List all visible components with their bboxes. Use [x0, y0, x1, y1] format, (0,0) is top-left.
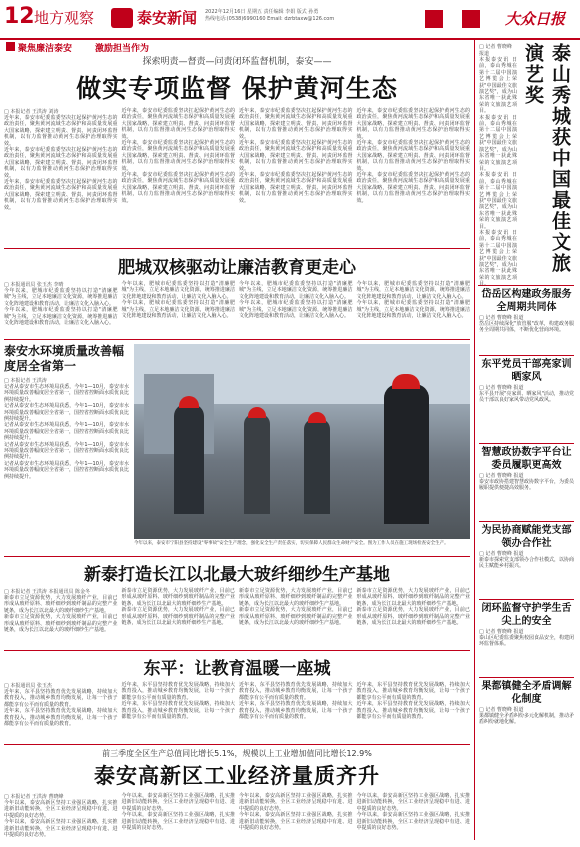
coop-headline: 为民协商赋能党支部领办合作社	[481, 525, 572, 549]
hardhat-icon	[308, 412, 326, 423]
vertical-headline: 泰山秀城获中国最佳文旅演艺奖	[522, 43, 571, 274]
banner-square-icon	[6, 42, 15, 51]
photo-person	[384, 384, 429, 524]
photo-person	[244, 414, 270, 514]
qr-code-icon	[462, 10, 480, 28]
brand-logo: 大众日报	[505, 10, 566, 28]
xintai-headline: 新泰打造长江以北最大玻纤细纱生产基地	[84, 565, 390, 585]
divider	[4, 339, 470, 340]
divider	[479, 355, 574, 356]
divider	[4, 650, 470, 651]
dongping-body: □ 本报通讯员 张玉杰 近年来，东平县坚持教育优先发展战略，持续加大教育投入，推动城乡教育均衡发展，让每一个孩子都能享有公平而有质量的教育。 近年来，东平县坚持教育优先发展战略，持续加大教育投入，推动城乡教育均衡发展，让每一个孩子都能享有公平而有质量的教育。 近年来，东平县坚持教育优先发展战略，持续加大教育投入，推动城乡教育均衡发展，让每一个孩子都能享有公平而有质量的教育。 近年来，东平县坚持教育优先发展战略，持续加大教育投入，推动城乡教育均衡发展，让每一个孩子都能享有公平而有质量的教育。 近年来，东平县坚持教育优先发展战略，持续加大教育投入，推动城乡教育均衡发展，让每一个孩子都能享有公平而有质量的教育。 近年来，东平县坚持教育优先发展战略，持续加大教育投入，推动城乡教育均衡发展，让每一个孩子都能享有公平而有质量的教育。 近年来，东平县坚持教育优先发展战略，持续加大教育投入，推动城乡教育均衡发展，让每一个孩子都能享有公平而有质量的教育。 近年来，东平县坚持教育优先发展战略，持续加大教育投入，推动城乡教育均衡发展，让每一个孩子都能享有公平而有质量的教育。	[4, 682, 470, 728]
tower-logo-icon	[111, 8, 133, 28]
divider	[479, 677, 574, 678]
main-column	[4, 52, 470, 845]
water-story: 泰安水环境质量改善幅度居全省第一 □ 本报记者 王洪涛 记者从泰安市生态环境局获悉，今年1—10月，泰安市水环境质量改善幅度居全省第一，国控省控断面水质优良比例持续提升。 记者从泰安市生态环境局获悉，今年1—10月，泰安市水环境质量改善幅度居全省第一，国控省控断面水质优良比例持续提升。 记者从泰安市生态环境局获悉，今年1—10月，泰安市水环境质量改善幅度居全省第一，国控省控断面水质优良比例持续提升。 记者从泰安市生态环境局获悉，今年1—10月，泰安市水环境质量改善幅度居全省第一，国控省控断面水质优良比例持续提升。 记者从泰安市生态环境局获悉，今年1—10月，泰安市水环境质量改善幅度居全省第一，国控省控断面水质优良比例持续提升。	[4, 344, 130, 480]
hardhat-icon	[392, 374, 420, 389]
photo-block	[134, 344, 470, 556]
feicheng-body: □ 本报通讯员 张玉杰 李晴 今年以来，肥城市纪委监委坚持以打造"清廉肥城"为主线，立足本地廉洁文化资源，统筹推进廉洁文化阵地建设和教育活动，让廉洁文化入脑入心。 今年以来，肥城市纪委监委坚持以打造"清廉肥城"为主线，立足本地廉洁文化资源，统筹推进廉洁文化阵地建设和教育活动，让廉洁文化入脑入心。 今年以来，肥城市纪委监委坚持以打造"清廉肥城"为主线，立足本地廉洁文化资源，统筹推进廉洁文化阵地建设和教育活动，让廉洁文化入脑入心。 今年以来，肥城市纪委监委坚持以打造"清廉肥城"为主线，立足本地廉洁文化资源，统筹推进廉洁文化阵地建设和教育活动，让廉洁文化入脑入心。 今年以来，肥城市纪委监委坚持以打造"清廉肥城"为主线，立足本地廉洁文化资源，统筹推进廉洁文化阵地建设和教育活动，让廉洁文化入脑入心。 今年以来，肥城市纪委监委坚持以打造"清廉肥城"为主线，立足本地廉洁文化资源，统筹推进廉洁文化阵地建设和教育活动，让廉洁文化入脑入心。 今年以来，肥城市纪委监委坚持以打造"清廉肥城"为主线，立足本地廉洁文化资源，统筹推进廉洁文化阵地建设和教育活动，让廉洁文化入脑入心。 今年以来，肥城市纪委监委坚持以打造"清廉肥城"为主线，立足本地廉洁文化资源，统筹推进廉洁文化阵地建设和教育活动，让廉洁文化入脑入心。	[4, 281, 470, 327]
food-safety-headline: 闭环监督守护学生舌尖上的安全	[481, 603, 572, 627]
banner-left: 聚焦廉洁泰安	[18, 44, 73, 54]
gaoxin-body: □ 本报记者 王洪涛 曹晓峰 今年以来，泰安高新区坚持工业强区战略，扎实推进新旧动能转换，全区工业经济呈现稳中有进、进中提质的良好态势。 今年以来，泰安高新区坚持工业强区战略，扎实推进新旧动能转换，全区工业经济呈现稳中有进、进中提质的良好态势。 今年以来，泰安高新区坚持工业强区战略，扎实推进新旧动能转换，全区工业经济呈现稳中有进、进中提质的良好态势。 今年以来，泰安高新区坚持工业强区战略，扎实推进新旧动能转换，全区工业经济呈现稳中有进、进中提质的良好态势。 今年以来，泰安高新区坚持工业强区战略，扎实推进新旧动能转换，全区工业经济呈现稳中有进、进中提质的良好态势。 今年以来，泰安高新区坚持工业强区战略，扎实推进新旧动能转换，全区工业经济呈现稳中有进、进中提质的良好态势。 今年以来，泰安高新区坚持工业强区战略，扎实推进新旧动能转换，全区工业经济呈现稳中有进、进中提质的良好态势。 今年以来，泰安高新区坚持工业强区战略，扎实推进新旧动能转换，全区工业经济呈现稳中有进、进中提质的良好态势。	[4, 793, 470, 839]
page-number: 12	[4, 4, 35, 29]
photo-person	[174, 404, 204, 514]
divider	[479, 599, 574, 600]
paper-name: 泰安新闻	[137, 9, 198, 27]
banner-right: 激励担当作为	[95, 44, 150, 54]
divider	[479, 521, 574, 522]
hardhat-icon	[248, 407, 266, 418]
water-headline: 泰安水环境质量改善幅度居全省第一	[4, 344, 125, 373]
news-photo	[134, 344, 470, 539]
lead-headline: 做实专项监督 保护黄河生态	[76, 74, 398, 103]
dongping-cadre-headline: 东平党员干部亮家训晒家风	[481, 359, 572, 383]
divider	[4, 556, 470, 557]
right-lead: □ 记者 曹晓峰 报道 本报泰安讯 日前，泰山秀城在第十二届中国演艺博览会上荣获"中国最佳文旅演艺奖"，成为山东省唯一获此殊荣的文旅演艺项目。 本报泰安讯 日前，泰山秀城在第十二届中国演艺博览会上荣获"中国最佳文旅演艺奖"，成为山东省唯一获此殊荣的文旅演艺项目。 本报泰安讯 日前，泰山秀城在第十二届中国演艺博览会上荣获"中国最佳文旅演艺奖"，成为山东省唯一获此殊荣的文旅演艺项目。 本报泰安讯 日前，泰山秀城在第十二届中国演艺博览会上荣获"中国最佳文旅演艺奖"，成为山东省唯一获此殊荣的文旅演艺项目。 泰山秀城获中国最佳文旅演艺奖	[475, 40, 577, 283]
guodu-headline: 果都镇健全矛盾调解化制度	[481, 681, 572, 705]
feicheng-headline: 肥城双核驱动让廉洁教育更走心	[118, 258, 356, 278]
cppcc-headline: 智慧政协数字平台让委员履职更高效	[481, 447, 572, 471]
daiyue-headline: 岱岳区构建政务服务全周期共同体	[481, 289, 572, 313]
water-photo-row	[4, 344, 470, 556]
gaoxin-headline: 泰安高新区工业经济量质齐升	[94, 764, 380, 788]
masthead-meta: 2022年12月16日 星期五 责任编辑 李娟 版式 孙勇 热线电话:(0538)6990160 Email: dzrbtaxw@126.com	[205, 9, 335, 22]
divider	[4, 248, 470, 249]
photo-person	[304, 419, 330, 514]
lead-kicker: 探索明责—督责—问责闭环监督机制，泰安——	[142, 57, 332, 67]
right-column: □ 记者 曹晓峰 报道 本报泰安讯 日前，泰山秀城在第十二届中国演艺博览会上荣获"中国最佳文旅演艺奖"，成为山东省唯一获此殊荣的文旅演艺项目。 本报泰安讯 日前，泰山秀城在第十二届中国演艺博览会上荣获"中国最佳文旅演艺奖"，成为山东省唯一获此殊荣的文旅演艺项目。 本报泰安讯 日前，泰山秀城在第十二届中国演艺博览会上荣获"中国最佳文旅演艺奖"，成为山东省唯一获此殊荣的文旅演艺项目。 本报泰安讯 日前，泰山秀城在第十二届中国演艺博览会上荣获"中国最佳文旅演艺奖"，成为山东省唯一获此殊荣的文旅演艺项目。 泰山秀城获中国最佳文旅演艺奖 岱岳区构建政务服务全周期共同体 □ 记者 曹晓峰 报道 岱岳区持续深化"放管服"改革，构建政务服务全周期共同体，不断优化营商环境。 东平党员干部亮家训晒家风 □ 记者 曹晓峰 报道 东平县开展"亮家训、晒家风"活动，推动党员干部以良好家风带动党风政风。 智慧政协数字平台让委员履职更高效 □ 记者 曹晓峰 报道 泰安市政协搭建智慧政协数字平台，为委员履职提供便捷高效服务。 为民协商赋能党支部领办合作社 □ 记者 曹晓峰 报道 新泰市探索党支部领办合作社模式，以协商民主赋能乡村振兴。 闭环监督守护学生舌尖上的安全 □ 记者 曹晓峰 报道 泰山区纪委监委聚焦校园食品安全，构建闭环监督体系。 果都镇健全矛盾调解化制度 □ 记者 曹晓峰 报道 果都镇健全矛盾纠纷多元化解机制，推动矛盾纠纷就地化解。	[474, 40, 577, 840]
gaoxin-kicker: 前三季度全区生产总值同比增长5.1%，规模以上工业增加值同比增长12.9%	[102, 749, 372, 758]
divider	[479, 443, 574, 444]
divider	[4, 744, 470, 745]
xintai-body: □ 本报记者 王洪涛 本报通讯员 陈金冬 新泰市立足资源优势，大力发展玻纤产业，目前已形成从玻纤原料、玻纤细纱到玻纤制品的完整产业链条，成为长江以北最大的玻纤细纱生产基地。 新泰市立足资源优势，大力发展玻纤产业，目前已形成从玻纤原料、玻纤细纱到玻纤制品的完整产业链条，成为长江以北最大的玻纤细纱生产基地。 新泰市立足资源优势，大力发展玻纤产业，目前已形成从玻纤原料、玻纤细纱到玻纤制品的完整产业链条，成为长江以北最大的玻纤细纱生产基地。 新泰市立足资源优势，大力发展玻纤产业，目前已形成从玻纤原料、玻纤细纱到玻纤制品的完整产业链条，成为长江以北最大的玻纤细纱生产基地。 新泰市立足资源优势，大力发展玻纤产业，目前已形成从玻纤原料、玻纤细纱到玻纤制品的完整产业链条，成为长江以北最大的玻纤细纱生产基地。 新泰市立足资源优势，大力发展玻纤产业，目前已形成从玻纤原料、玻纤细纱到玻纤制品的完整产业链条，成为长江以北最大的玻纤细纱生产基地。 新泰市立足资源优势，大力发展玻纤产业，目前已形成从玻纤原料、玻纤细纱到玻纤制品的完整产业链条，成为长江以北最大的玻纤细纱生产基地。 新泰市立足资源优势，大力发展玻纤产业，目前已形成从玻纤原料、玻纤细纱到玻纤制品的完整产业链条，成为长江以北最大的玻纤细纱生产基地。	[4, 588, 470, 634]
qr-code-icon	[425, 10, 443, 28]
dongping-headline: 东平：让教育温暖一座城	[143, 659, 331, 679]
section-name: 地方观察	[34, 9, 95, 27]
photo-caption: 今年以来，泰安市宁阳县坚持建设"零事故"安全生产理念，强化安全生产责任落实，切实保障人民群众生命财产安全。图为工作人员在施工现场检查安全生产。	[134, 541, 449, 546]
lead-body: □ 本报记者 王洪涛 刘涛 近年来，泰安市纪委监委坚决扛起保护黄河生态的政治责任，聚焦黄河流域生态保护和高质量发展重大国家战略，探索建立明责、督责、问责闭环监督机制，以有力监督推动黄河生态保护治理取得实效。 近年来，泰安市纪委监委坚决扛起保护黄河生态的政治责任，聚焦黄河流域生态保护和高质量发展重大国家战略，探索建立明责、督责、问责闭环监督机制，以有力监督推动黄河生态保护治理取得实效。 近年来，泰安市纪委监委坚决扛起保护黄河生态的政治责任，聚焦黄河流域生态保护和高质量发展重大国家战略，探索建立明责、督责、问责闭环监督机制，以有力监督推动黄河生态保护治理取得实效。 近年来，泰安市纪委监委坚决扛起保护黄河生态的政治责任，聚焦黄河流域生态保护和高质量发展重大国家战略，探索建立明责、督责、问责闭环监督机制，以有力监督推动黄河生态保护治理取得实效。 近年来，泰安市纪委监委坚决扛起保护黄河生态的政治责任，聚焦黄河流域生态保护和高质量发展重大国家战略，探索建立明责、督责、问责闭环监督机制，以有力监督推动黄河生态保护治理取得实效。 近年来，泰安市纪委监委坚决扛起保护黄河生态的政治责任，聚焦黄河流域生态保护和高质量发展重大国家战略，探索建立明责、督责、问责闭环监督机制，以有力监督推动黄河生态保护治理取得实效。 近年来，泰安市纪委监委坚决扛起保护黄河生态的政治责任，聚焦黄河流域生态保护和高质量发展重大国家战略，探索建立明责、督责、问责闭环监督机制，以有力监督推动黄河生态保护治理取得实效。 近年来，泰安市纪委监委坚决扛起保护黄河生态的政治责任，聚焦黄河流域生态保护和高质量发展重大国家战略，探索建立明责、督责、问责闭环监督机制，以有力监督推动黄河生态保护治理取得实效。 近年来，泰安市纪委监委坚决扛起保护黄河生态的政治责任，聚焦黄河流域生态保护和高质量发展重大国家战略，探索建立明责、督责、问责闭环监督机制，以有力监督推动黄河生态保护治理取得实效。 近年来，泰安市纪委监委坚决扛起保护黄河生态的政治责任，聚焦黄河流域生态保护和高质量发展重大国家战略，探索建立明责、督责、问责闭环监督机制，以有力监督推动黄河生态保护治理取得实效。 近年来，泰安市纪委监委坚决扛起保护黄河生态的政治责任，聚焦黄河流域生态保护和高质量发展重大国家战略，探索建立明责、督责、问责闭环监督机制，以有力监督推动黄河生态保护治理取得实效。 近年来，泰安市纪委监委坚决扛起保护黄河生态的政治责任，聚焦黄河流域生态保护和高质量发展重大国家战略，探索建立明责、督责、问责闭环监督机制，以有力监督推动黄河生态保护治理取得实效。	[4, 108, 470, 211]
